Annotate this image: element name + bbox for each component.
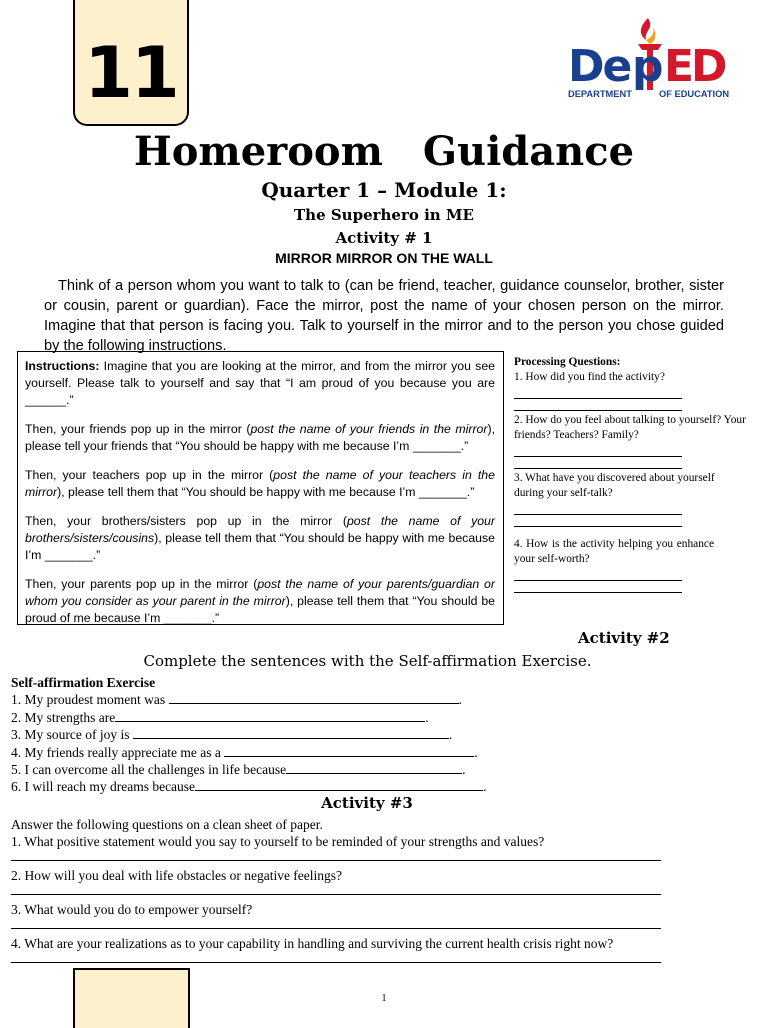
self-affirmation-section — [11, 674, 611, 796]
grade-tab — [73, 0, 189, 126]
svg-text:ED: ED — [664, 41, 725, 92]
affirmation-item: 4. My friends really appreciate me as a . — [11, 744, 478, 760]
answer-line[interactable] — [514, 569, 682, 581]
answer-line[interactable] — [514, 387, 682, 399]
affirmation-item: 6. I will reach my dreams because . — [11, 779, 487, 795]
fill-blank[interactable] — [224, 745, 474, 757]
affirmation-item: 2. My strengths are . — [11, 709, 429, 725]
processing-questions — [514, 355, 746, 593]
instruction-paragraph: Then, your friends pop up in the mirror (post the name of your friends in the mirror), please tell your friends that “You should be happy with me because I’m _______.” — [25, 422, 495, 453]
activity1-label: Activity # 1 — [335, 229, 433, 247]
activity3-label: Activity #3 — [321, 794, 413, 812]
answer-line[interactable] — [514, 399, 682, 411]
page-number: 1 — [381, 993, 387, 1004]
svg-text:OF EDUCATION: OF EDUCATION — [659, 89, 730, 99]
activity2-label: Activity #2 — [578, 629, 670, 647]
activity3-question: 3. What would you do to empower yourself? — [11, 902, 253, 917]
activity2-subtitle: Complete the sentences with the Self-affirmation Exercise. — [143, 652, 592, 670]
instruction-paragraph: Then, your parents pop up in the mirror (post the name of your parents/guardian or whom you consider as your parent in the mirror), please tell them that “You should be proud of me because I’m _______.” — [25, 577, 495, 625]
fill-blank[interactable] — [133, 727, 449, 739]
activity1-subtitle: MIRROR MIRROR ON THE WALL — [275, 250, 493, 266]
deped-logo — [566, 10, 751, 102]
fill-blank[interactable] — [195, 779, 483, 791]
activity3-question: 4. What are your realizations as to your capability in handling and surviving the current health crisis right now? — [11, 936, 614, 951]
instruction-paragraph: Then, your brothers/sisters pop up in the mirror (post the name of your brothers/sisters/cousins), please tell them that “You should be happy with me because I’m _______.” — [25, 514, 495, 562]
answer-line[interactable] — [11, 918, 661, 929]
fill-blank[interactable] — [286, 762, 462, 774]
processing-question: 2. How do you feel about talking to yourself? Your friends? Teachers? Family? — [514, 414, 746, 441]
answer-line[interactable] — [11, 850, 661, 861]
answer-line[interactable] — [514, 581, 682, 593]
grade-number: 11 — [84, 32, 178, 114]
instruction-paragraph: Instructions: Imagine that you are looking at the mirror, and from the mirror you see yourself. Please talk to yourself and say that “I am proud of you because you are ______.” — [25, 359, 495, 407]
processing-title: Processing Questions: — [514, 356, 621, 368]
quarter-heading: Quarter 1 – Module 1: — [261, 178, 507, 202]
activity3-intro: Answer the following questions on a clean sheet of paper. — [11, 817, 323, 832]
processing-question: 1. How did you find the activity? — [514, 371, 665, 383]
instructions-label: Instructions: — [25, 359, 100, 373]
page-title: Homeroom Guidance — [133, 128, 635, 175]
deped-logo-graphic — [566, 10, 751, 102]
instruction-paragraph: Then, your teachers pop up in the mirror (post the name of your teachers in the mirror), please tell them that “You should be happy with me because I’m _______.” — [25, 468, 495, 499]
processing-question: 4. How is the activity helping you enhance your self-worth? — [514, 538, 714, 565]
affirmation-item: 1. My proudest moment was . — [11, 692, 462, 708]
self-affirmation-heading: Self-affirmation Exercise — [11, 675, 156, 690]
svg-text:p: p — [632, 41, 662, 92]
activity3-question: 2. How will you deal with life obstacles or negative feelings? — [11, 868, 343, 883]
module-title: The Superhero in ME — [294, 206, 474, 224]
fill-blank[interactable] — [169, 692, 459, 704]
processing-question: 3. What have you discovered about yourself during your self-talk? — [514, 472, 715, 499]
instructions-box — [17, 351, 504, 625]
activity3-question: 1. What positive statement would you say to yourself to be reminded of your strengths and values? — [11, 834, 545, 849]
answer-line[interactable] — [514, 515, 682, 527]
answer-line[interactable] — [514, 457, 682, 469]
answer-line[interactable] — [11, 952, 661, 963]
affirmation-item: 5. I can overcome all the challenges in life because . — [11, 762, 466, 778]
svg-text:DEPARTMENT: DEPARTMENT — [568, 89, 632, 99]
fill-blank[interactable] — [115, 710, 425, 722]
activity1-intro: Think of a person whom you want to talk to (can be friend, teacher, guidance counselor, brother, sister or cousin, parent or guardian). Face the mirror, post the name of your chosen person on the mirror. Imagine that that person is facing you. Talk to yourself in the mirror and to the person you chose guided by the following instructions. — [44, 278, 724, 354]
activity3-section — [11, 816, 731, 969]
answer-line[interactable] — [514, 445, 682, 457]
answer-line[interactable] — [514, 503, 682, 515]
affirmation-item: 3. My source of joy is . — [11, 727, 453, 743]
svg-text:De: De — [568, 41, 631, 92]
answer-line[interactable] — [11, 884, 661, 895]
